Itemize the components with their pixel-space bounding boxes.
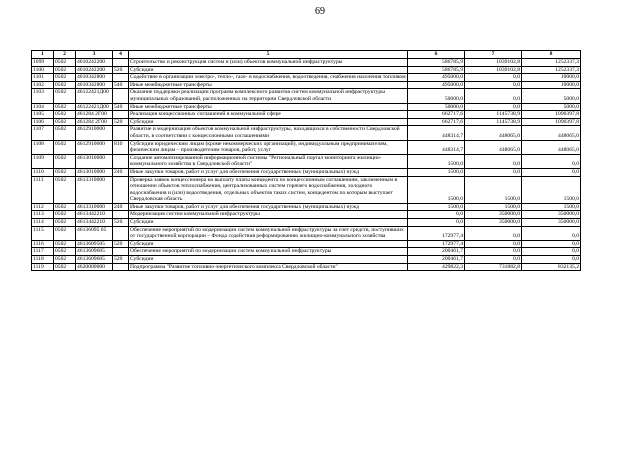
amount-year2-cell: 448065,0 — [465, 126, 522, 140]
target-code-cell: 4610342800 — [76, 81, 113, 89]
table-row — [32, 103, 581, 111]
amount-year1-cell: 586785,9 — [408, 59, 465, 67]
table-row — [32, 211, 581, 219]
item-name-cell: Иные межбюджетные трансферты — [129, 81, 408, 89]
table-row — [32, 256, 581, 264]
target-code-cell: 4610242200 — [76, 59, 113, 67]
amount-year1-cell: 172977,4 — [408, 240, 465, 248]
row-number-cell: 1114 — [32, 219, 54, 227]
target-code-cell: 4613609505 — [76, 240, 113, 248]
expense-type-cell: 520 — [113, 66, 129, 74]
amount-year2-cell: 1500,0 — [465, 176, 522, 203]
amount-year1-cell: 0,0 — [408, 219, 465, 227]
expense-type-cell — [113, 74, 129, 82]
amount-year2-cell: 448065,0 — [465, 140, 522, 154]
target-code-cell: 461284 2Г00 — [76, 111, 113, 119]
section-code-cell: 0502 — [54, 140, 76, 154]
item-name-cell: Оказание поддержки реализации программ комплексного развития систем коммунальной инфраструктуры муниципальных образований, расположенных на территории Свердловской области — [129, 89, 408, 103]
amount-year2-cell: 0,0 — [465, 256, 522, 264]
amount-year2-cell: 1039102,8 — [465, 59, 522, 67]
expense-type-cell — [113, 226, 129, 240]
table-row — [32, 219, 581, 227]
target-code-cell: 4612910000 — [76, 126, 113, 140]
target-code-cell: 4613310000 — [76, 176, 113, 203]
amount-year2-cell: 1145738,9 — [465, 118, 522, 126]
amount-year1-cell: 200461,7 — [408, 256, 465, 264]
row-number-cell: 1117 — [32, 248, 54, 256]
header-cell: 4 — [113, 51, 129, 59]
section-code-cell: 0502 — [54, 168, 76, 176]
expense-type-cell — [113, 89, 129, 103]
target-code-cell: 4613609605 — [76, 248, 113, 256]
row-number-cell: 1109 — [32, 154, 54, 168]
amount-year1-cell: 495000,0 — [408, 74, 465, 82]
amount-year3-cell: 448065,0 — [522, 126, 581, 140]
item-name-cell: Субсидии — [129, 219, 408, 227]
header-cell: 1 — [32, 51, 54, 59]
section-code-cell: 0502 — [54, 111, 76, 119]
section-code-cell: 0502 — [54, 240, 76, 248]
expense-type-cell — [113, 248, 129, 256]
amount-year1-cell: 200461,7 — [408, 248, 465, 256]
item-name-cell: Обеспечение мероприятий по модернизации систем коммунальной инфраструктуры за счет средств, поступивших от государственной корпорации – Фонда содействия реформированию жилищно-коммунального хозяйства — [129, 226, 408, 240]
table-header-row — [32, 51, 581, 59]
row-number-cell: 1112 — [32, 203, 54, 211]
expense-type-cell: 240 — [113, 168, 129, 176]
item-name-cell: Субсидии юридическим лицам (кроме некоммерческих организаций), индивидуальным предпринимателям, физическим лицам – производителям товаров, работ, услуг — [129, 140, 408, 154]
amount-year3-cell: 5000,0 — [522, 89, 581, 103]
target-code-cell: 4613010000 — [76, 154, 113, 168]
section-code-cell: 0502 — [54, 118, 76, 126]
amount-year2-cell: 0,0 — [465, 168, 522, 176]
table-row — [32, 263, 581, 271]
amount-year3-cell: 350000,0 — [522, 211, 581, 219]
table-row — [32, 118, 581, 126]
amount-year1-cell: 495000,0 — [408, 81, 465, 89]
expense-type-cell — [113, 211, 129, 219]
expense-type-cell — [113, 59, 129, 67]
amount-year1-cell: 662717,6 — [408, 111, 465, 119]
section-code-cell: 0502 — [54, 203, 76, 211]
section-code-cell: 0502 — [54, 103, 76, 111]
amount-year3-cell: 0,0 — [522, 226, 581, 240]
expense-type-cell — [113, 176, 129, 203]
amount-year2-cell: 350000,0 — [465, 219, 522, 227]
row-number-cell: 1103 — [32, 89, 54, 103]
section-code-cell: 0502 — [54, 219, 76, 227]
expense-type-cell: 520 — [113, 219, 129, 227]
amount-year1-cell: 50000,0 — [408, 89, 465, 103]
header-cell: 7 — [465, 51, 522, 59]
amount-year1-cell: 586785,9 — [408, 66, 465, 74]
expense-type-cell — [113, 126, 129, 140]
section-code-cell: 0502 — [54, 89, 76, 103]
item-name-cell: Иные закупки товаров, работ и услуг для обеспечения государственных (муниципальных) нужд — [129, 168, 408, 176]
table-row — [32, 203, 581, 211]
item-name-cell: Субсидии — [129, 66, 408, 74]
target-code-cell: 46136095 05 — [76, 226, 113, 240]
amount-year1-cell: 0,0 — [408, 211, 465, 219]
amount-year1-cell: 662717,6 — [408, 118, 465, 126]
expense-type-cell — [113, 111, 129, 119]
table-row — [32, 240, 581, 248]
section-code-cell: 0502 — [54, 226, 76, 240]
item-name-cell: Обеспечение мероприятий по модернизации систем коммунальной инфраструктуры — [129, 248, 408, 256]
amount-year3-cell: 5000,0 — [522, 103, 581, 111]
header-cell: 3 — [76, 51, 113, 59]
amount-year3-cell: 0,0 — [522, 168, 581, 176]
amount-year3-cell: 448065,0 — [522, 140, 581, 154]
row-number-cell: 1099 — [32, 59, 54, 67]
amount-year1-cell: 1500,0 — [408, 154, 465, 168]
amount-year3-cell: 1252337,3 — [522, 59, 581, 67]
table-row — [32, 74, 581, 82]
amount-year1-cell: 429822,3 — [408, 263, 465, 271]
section-code-cell: 0502 — [54, 211, 76, 219]
expense-type-cell: 520 — [113, 118, 129, 126]
amount-year2-cell: 0,0 — [465, 248, 522, 256]
amount-year3-cell: 1500,0 — [522, 176, 581, 203]
section-code-cell: 0502 — [54, 256, 76, 264]
page-number: 69 — [315, 6, 325, 17]
item-name-cell: Создание автоматизированной информационной системы "Региональный портал мониторинга жилищно-коммунального хозяйства в Свердловской области" — [129, 154, 408, 168]
row-number-cell: 1119 — [32, 263, 54, 271]
amount-year2-cell: 0,0 — [465, 240, 522, 248]
expense-type-cell: 540 — [113, 103, 129, 111]
amount-year2-cell: 0,0 — [465, 103, 522, 111]
item-name-cell: Содействие в организации электро-, тепло-, газо- и водоснабжения, водоотведения, снабжения населения топливом — [130, 74, 406, 81]
expense-type-cell: 240 — [113, 203, 129, 211]
amount-year3-cell: 1252337,3 — [522, 66, 581, 74]
section-code-cell: 0502 — [54, 176, 76, 203]
row-number-cell: 1101 — [32, 74, 54, 82]
amount-year2-cell: 731882,8 — [465, 263, 522, 271]
amount-year2-cell: 1500,0 — [465, 203, 522, 211]
table-row — [32, 111, 581, 119]
amount-year3-cell: 10000,0 — [522, 81, 581, 89]
target-code-cell: 4610242200 — [76, 66, 113, 74]
amount-year1-cell: 1500,0 — [408, 168, 465, 176]
target-code-cell: 46122421Д00 — [76, 103, 113, 111]
target-code-cell: 4613442210 — [76, 211, 113, 219]
amount-year2-cell: 1145738,9 — [465, 111, 522, 119]
table-row — [32, 126, 581, 140]
row-number-cell: 1115 — [32, 226, 54, 240]
amount-year1-cell: 448314,7 — [408, 126, 465, 140]
item-name-cell: Субсидии — [129, 118, 408, 126]
target-code-cell: 4612910000 — [76, 140, 113, 154]
amount-year3-cell: 1500,0 — [522, 203, 581, 211]
header-cell: 8 — [522, 51, 581, 59]
expense-type-cell: 520 — [113, 240, 129, 248]
target-code-cell: 4613442210 — [76, 219, 113, 227]
table-row — [32, 66, 581, 74]
amount-year3-cell: 1090397,8 — [522, 118, 581, 126]
amount-year1-cell: 1500,0 — [408, 203, 465, 211]
section-code-cell: 0502 — [54, 154, 76, 168]
target-code-cell: 4610342800 — [76, 74, 113, 82]
row-number-cell: 1118 — [32, 256, 54, 264]
row-number-cell: 1110 — [32, 168, 54, 176]
amount-year1-cell: 448314,7 — [408, 140, 465, 154]
table-row — [32, 248, 581, 256]
budget-table — [31, 50, 581, 271]
amount-year3-cell: 0,0 — [522, 248, 581, 256]
table-row — [32, 59, 581, 67]
amount-year1-cell: 172977,4 — [408, 226, 465, 240]
item-name-cell: Развитие и модернизация объектов коммунальной инфраструктуры, находящихся в собственности Свердловской области, в соответствии с концессионными соглашениями — [129, 126, 408, 140]
row-number-cell: 1100 — [32, 66, 54, 74]
expense-type-cell — [113, 154, 129, 168]
table-row — [32, 140, 581, 154]
amount-year3-cell: 10000,0 — [522, 74, 581, 82]
amount-year3-cell: 0,0 — [522, 154, 581, 168]
item-name-cell: Строительство и реконструкция систем и (или) объектов коммунальной инфраструктуры — [129, 59, 408, 67]
section-code-cell: 0502 — [54, 126, 76, 140]
header-cell: 6 — [408, 51, 465, 59]
expense-type-cell: 540 — [113, 81, 129, 89]
row-number-cell: 1105 — [32, 111, 54, 119]
row-number-cell: 1106 — [32, 118, 54, 126]
target-code-cell: 461284 2Г00 — [76, 118, 113, 126]
expense-type-cell: 520 — [113, 256, 129, 264]
amount-year3-cell: 0,0 — [522, 240, 581, 248]
item-name-cell: Подпрограмма "Развитие топливно-энергетического комплекса Свердловской области" — [129, 263, 408, 271]
header-cell: 2 — [54, 51, 76, 59]
table-body — [32, 59, 581, 271]
table-row — [32, 154, 581, 168]
target-code-cell: 4613310000 — [76, 203, 113, 211]
section-code-cell: 0502 — [54, 59, 76, 67]
item-name-cell: Субсидии — [129, 240, 408, 248]
amount-year2-cell: 0,0 — [465, 89, 522, 103]
item-name-cell: Иные закупки товаров, работ и услуг для обеспечения государственных (муниципальных) нужд — [129, 203, 408, 211]
target-code-cell: 4613609605 — [76, 256, 113, 264]
amount-year2-cell: 0,0 — [465, 226, 522, 240]
row-number-cell: 1108 — [32, 140, 54, 154]
amount-year3-cell: 0,0 — [522, 256, 581, 264]
section-code-cell: 0502 — [54, 66, 76, 74]
row-number-cell: 1104 — [32, 103, 54, 111]
amount-year2-cell: 1039102,8 — [465, 66, 522, 74]
item-name-cell: Субсидии — [129, 256, 408, 264]
target-code-cell: 46122421Д00 — [76, 89, 113, 103]
section-code-cell: 0502 — [54, 263, 76, 271]
amount-year2-cell: 0,0 — [465, 154, 522, 168]
expense-type-cell — [113, 263, 129, 271]
amount-year2-cell: 350000,0 — [465, 211, 522, 219]
amount-year3-cell: 1090397,8 — [522, 111, 581, 119]
item-name-cell: Иные межбюджетные трансферты — [129, 103, 408, 111]
row-number-cell: 1107 — [32, 126, 54, 140]
target-code-cell: 4620000000 — [76, 263, 113, 271]
section-code-cell: 0502 — [54, 81, 76, 89]
row-number-cell: 1113 — [32, 211, 54, 219]
row-number-cell: 1111 — [32, 176, 54, 203]
amount-year1-cell: 1500,0 — [408, 176, 465, 203]
table-row — [32, 89, 581, 103]
target-code-cell: 4613010000 — [76, 168, 113, 176]
table-row — [32, 81, 581, 89]
row-number-cell: 1116 — [32, 240, 54, 248]
amount-year2-cell: 0,0 — [465, 74, 522, 82]
amount-year2-cell: 0,0 — [465, 81, 522, 89]
amount-year3-cell: 832135,2 — [522, 263, 581, 271]
item-name-cell: Реализация концессионных соглашений в коммунальной сфере — [129, 111, 408, 119]
item-name-cell: Проверка заявок концессионера на выплату платы концедента по концессионным соглашениям, заключенным в отношении объектов теплоснабжения, централизованных систем горячего водоснабжения, холодного водоснабжения и (или) водоотведения, отдельных объектов таких систем, концедентом по которым выступает Свердловская область — [129, 176, 408, 203]
table-row — [32, 226, 581, 240]
table-row — [32, 168, 581, 176]
header-cell: 5 — [129, 51, 408, 59]
amount-year1-cell: 50000,0 — [408, 103, 465, 111]
amount-year3-cell: 350000,0 — [522, 219, 581, 227]
section-code-cell: 0502 — [54, 74, 76, 82]
expense-type-cell: 810 — [113, 140, 129, 154]
section-code-cell: 0502 — [54, 248, 76, 256]
item-name-cell: Модернизация систем коммунальной инфраструктуры — [129, 211, 408, 219]
table-row — [32, 176, 581, 203]
row-number-cell: 1102 — [32, 81, 54, 89]
